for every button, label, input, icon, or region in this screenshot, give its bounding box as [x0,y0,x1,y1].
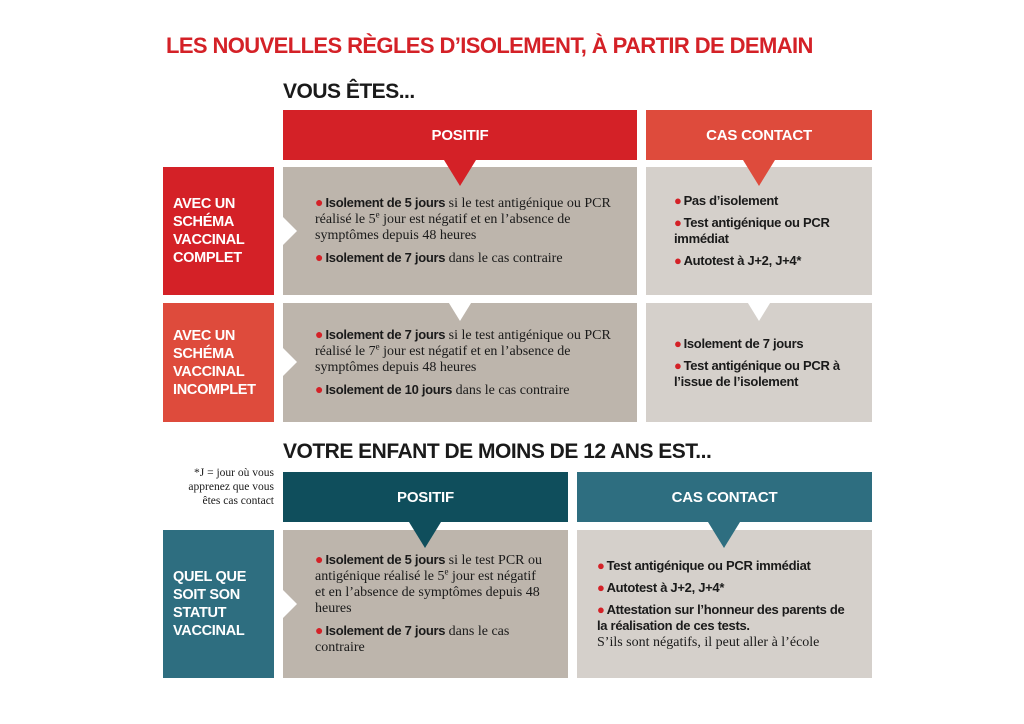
bullet-icon: ● [674,357,682,373]
cell-complet-contact [646,167,872,295]
cell-complet-positive [283,167,637,295]
bullet-icon: ● [315,327,324,343]
row-head-line: SCHÉMA [173,345,235,362]
bullet-text: dans le cas contraire [315,624,510,655]
bullet-text: jour est négatif et en l’absence de symptômes depuis 48 heures [315,212,571,243]
row-head-line: SCHÉMA [173,214,235,230]
footnote-line: apprenez que vous [188,481,274,493]
bullet-text: Test antigénique ou PCR immédiat [674,215,830,246]
footnote-line: êtes cas contact [202,495,274,507]
contact-note: S’ils sont négatifs, il peut aller à l’école [597,634,820,650]
adults-col-contact [646,110,872,160]
bullet-item [315,552,544,617]
bullet-icon: ● [315,196,324,211]
bullet-strong: Isolement de 10 jours [325,381,453,397]
bullet-text: si le test antigénique ou PCR réalisé le 7 [315,327,611,359]
notch-right-icon [283,348,297,376]
bullet-item [674,215,858,247]
bullet-text: dans le cas contraire [452,382,570,398]
bullet-sup: e [444,566,449,577]
bullet-text: si le test antigénique ou PCR réalisé le 5 [315,196,611,227]
notch-down-icon [444,160,476,186]
page-title: LES NOUVELLES RÈGLES D’ISOLEMENT, À PARTIR DE DEMAIN [166,33,813,58]
bullet-item [674,358,858,390]
adults-heading: VOUS ÊTES... [283,80,415,103]
bullet-text: jour est négatif et en l’absence de symptômes depuis 48 heures [315,343,571,375]
bullet-item [315,623,544,656]
notch-right-icon [283,217,297,245]
cell-child-contact [577,530,872,678]
bullet-text: Autotest à J+2, J+4* [606,579,725,595]
notch-down-icon [409,522,441,548]
row-head-vaccinal-incomplet [163,303,274,422]
bullet-icon: ● [674,335,682,351]
bullet-item [674,253,858,269]
row-head-line: VACCINAL [173,623,245,639]
bullet-strong: Isolement de 5 jours [325,552,446,567]
notch-down-icon [743,160,775,186]
footnote [152,466,274,508]
row-head-line: VACCINAL [173,232,245,248]
bullet-item [674,336,858,352]
bullet-item [315,195,617,244]
bullet-strong: Isolement de 7 jours [325,326,446,342]
bullet-text: Autotest à J+2, J+4* [683,253,802,268]
bullet-text: si le test PCR ou antigénique réalisé le 5 [315,553,543,584]
bullet-text: Attestation sur l’honneur des parents de la réalisation de ces tests. [597,601,845,633]
bullet-icon: ● [674,193,682,208]
bullet-icon: ● [674,215,682,230]
children-col-contact-label: CAS CONTACT [671,488,778,506]
footnote-line: *J = jour où vous [194,467,274,479]
bullet-icon: ● [674,253,682,268]
bullet-icon: ● [315,251,324,266]
row-head-line: QUEL QUE [173,569,247,585]
row-head-statut-vaccinal [163,530,274,678]
row-head-line: COMPLET [173,250,242,266]
bullet-text: Pas d’isolement [683,193,779,208]
bullet-item [315,327,617,376]
bullet-item [597,558,858,574]
bullet-text: jour est négatif et en l’absence de symptômes depuis 48 heures [315,569,540,616]
adults-col-positive-label: POSITIF [431,126,489,144]
adults-col-positive [283,110,637,160]
row-head-line: STATUT [173,605,227,621]
bullet-item [315,382,617,399]
bullet-text: Test antigénique ou PCR immédiat [606,557,811,573]
bullet-strong: Isolement de 7 jours [325,623,446,638]
bullet-item [597,580,858,596]
bullet-strong: Isolement de 7 jours [325,250,446,265]
adults-col-contact-label: CAS CONTACT [706,126,812,144]
bullet-sup: e [375,340,380,351]
bullet-icon: ● [315,553,324,568]
children-col-positive-label: POSITIF [397,488,454,506]
bullet-item [674,193,858,209]
bullet-icon: ● [597,557,605,573]
bullet-icon: ● [597,601,605,617]
cell-child-positive [283,530,568,678]
bullet-text: dans le cas contraire [445,251,563,266]
bullet-icon: ● [597,579,605,595]
row-head-line: VACCINAL [173,363,245,380]
bullet-item [597,602,858,651]
row-head-line: SOIT SON [173,587,240,603]
row-head-line: AVEC UN [173,196,236,212]
children-col-positive [283,472,568,522]
children-heading: VOTRE ENFANT DE MOINS DE 12 ANS EST... [283,440,712,463]
row-head-line: AVEC UN [173,327,236,344]
children-col-contact [577,472,872,522]
bullet-item [315,250,617,267]
bullet-strong: Isolement de 5 jours [325,195,446,210]
bullet-sup: e [375,209,380,220]
row-head-vaccinal-complet [163,167,274,295]
bullet-icon: ● [315,624,324,639]
row-head-line: INCOMPLET [173,381,256,398]
bullet-icon: ● [315,382,324,398]
notch-right-icon [283,590,297,618]
bullet-text: Test antigénique ou PCR à l’issue de l’isolement [674,357,840,389]
notch-down-icon [743,295,775,321]
notch-down-icon [708,522,740,548]
notch-down-icon [444,295,476,321]
bullet-text: Isolement de 7 jours [683,335,804,351]
